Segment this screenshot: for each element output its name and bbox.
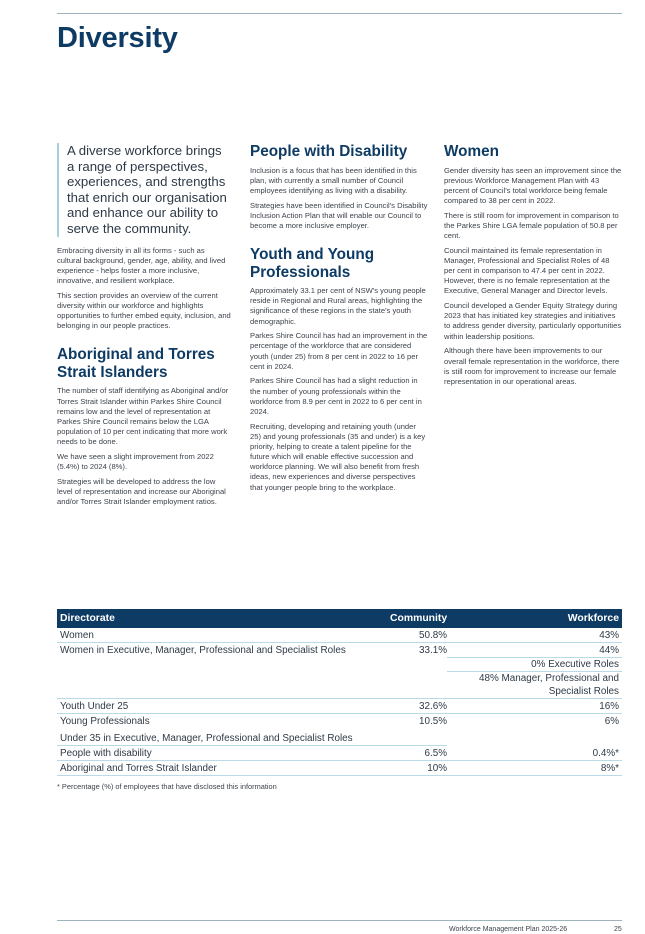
section-heading-disability: People with Disability [250, 143, 408, 160]
row-workforce: 44% [447, 644, 622, 658]
row-label: Youth Under 25 [57, 700, 390, 714]
section-heading-youth: Youth and Young Professionals [250, 246, 375, 281]
paragraph: Inclusion is a focus that has been identified in this plan, with currently a small number of Council employees identifying as living with a disability. [250, 165, 417, 195]
table-row [57, 747, 622, 762]
column-1 [57, 143, 231, 512]
table-subrow [57, 658, 622, 672]
table-header [57, 609, 622, 628]
table-row [57, 699, 622, 714]
paragraph: Although there have been improvements to our overall female representation in the workforce, there is still room for improvement to increase our female representation in our operational areas. [444, 346, 620, 386]
paragraph: Embracing diversity in all its forms - such as cultural background, gender, age, ability, and lived experience - helps foster a more inclusive, innovative, and resilient workplace. [57, 245, 226, 286]
table-footnote: * Percentage (%) of employees that have disclosed this information [57, 782, 277, 791]
paragraph: Recruiting, developing and retaining youth (under 25) and young professionals (35 and under) is a key priority, helping to create a talent pipeline for the future which will enable effective succession and workforce planning. We will also benefit from fresh ideas, new experiences and diverse perspectives that younger people bring to the workplace. [250, 421, 426, 492]
page-number: 25 [614, 926, 622, 933]
paragraph: Parkes Shire Council has had a slight reduction in the number of young professionals within the workforce from 8.9 per cent in 2022 to 6 per cent in 2024. [250, 376, 422, 416]
section-heading-women: Women [444, 143, 499, 160]
row-community: 33.1% [418, 644, 447, 656]
pull-quote: A diverse workforce brings a range of perspectives, experiences, and strengths that enrich our organisation and enhance our ability to serve the community. [57, 143, 231, 237]
column-2 [250, 143, 428, 497]
table-row [57, 628, 622, 643]
row-label: Under 35 in Executive, Manager, Professional and Specialist Roles [57, 732, 447, 746]
paragraph: This section provides an overview of the current diversity within our workforce and highlights opportunities to further embed equity, inclusion, and belonging in our people practices. [57, 290, 231, 331]
table-row [57, 643, 622, 658]
row-community: 50.8% [390, 629, 447, 643]
table-row [57, 762, 622, 777]
row-workforce: 0% Executive Roles [447, 658, 622, 672]
row-workforce: 16% [447, 700, 622, 714]
row-workforce: 43% [447, 629, 622, 643]
paragraph: Strategies will be developed to address the low level of representation and increase our Aboriginal and/or Torres Strait Islander employment ratios. [57, 476, 226, 507]
row-community: 10.5% [418, 715, 447, 727]
paragraph: Gender diversity has seen an improvement since the previous Workforce Management Plan with 43 percent of Council's total workforce being female compared to 38 per cent in 2022. [444, 165, 622, 205]
paragraph: The number of staff identifying as Aboriginal and/or Torres Strait Islander within Parkes Shire Council remains low and the level of representation at Parkes Shire Council remains below the LGA population of 10 per cent indicating that more work needs to be done. [57, 386, 229, 447]
paragraph: Council maintained its female representation in Manager, Professional and Specialist Roles of 48 per cent in comparison to 47.4 per cent in 2022. However, there is no female representation at the Executive, General Manager and Director levels. [444, 245, 610, 296]
section-heading-aboriginal: Aboriginal and Torres Strait Islanders [57, 346, 215, 381]
row-label: Young Professionals [60, 715, 150, 727]
table-row [57, 714, 622, 732]
row-community: 10% [390, 762, 447, 776]
row-community: 32.6% [390, 700, 447, 714]
paragraph: Parkes Shire Council has had an improvement in the percentage of the workforce that are considered youth (under 25) from 8 per cent in 2022 to 16 per cent in 2024. [250, 331, 428, 371]
row-workforce: 8%* [447, 762, 622, 776]
row-community [390, 672, 447, 699]
row-label: Women [57, 629, 390, 643]
paragraph: There is still room for improvement in comparison to the Parkes Shire LGA female population of 50.8 per cent. [444, 210, 619, 241]
row-label [57, 672, 390, 699]
row-community: 6.5% [390, 747, 447, 761]
paragraph: Strategies have been identified in Council's Disability Inclusion Action Plan that will enable our Council to become a more inclusive employer. [250, 200, 428, 230]
paragraph: We have seen a slight improvement from 2022 (5.4%) to 2024 (8%). [57, 451, 214, 472]
row-label [57, 658, 390, 672]
footer-document-title: Workforce Management Plan 2025-26 [449, 926, 568, 933]
diversity-table [57, 609, 622, 777]
row-label: People with disability [57, 747, 390, 761]
header-workforce: Workforce [567, 613, 619, 624]
table-row [57, 732, 622, 747]
row-workforce: 48% Manager, Professional and Specialist Roles [447, 672, 622, 699]
header-directorate: Directorate [60, 613, 115, 624]
row-workforce: 0.4%* [447, 747, 622, 761]
paragraph: Council developed a Gender Equity Strategy during 2023 that has initiated key strategies and initiatives to address gender diversity, particularly opportunities within leadership positions. [444, 301, 622, 341]
top-rule [57, 13, 622, 14]
table-subrow [57, 672, 622, 699]
header-community: Community [390, 613, 448, 624]
row-label: Women in Executive, Manager, Professional and Specialist Roles [60, 644, 346, 656]
row-label: Aboriginal and Torres Strait Islander [57, 762, 390, 776]
row-community [390, 658, 447, 672]
row-workforce: 6% [604, 715, 619, 727]
page-title: Diversity [57, 22, 178, 54]
bottom-rule [57, 920, 622, 921]
column-3 [444, 143, 622, 392]
paragraph: Approximately 33.1 per cent of NSW's young people reside in Regional and Rural areas, highlighting the significance of these regions in the state's youth demographic. [250, 286, 426, 326]
